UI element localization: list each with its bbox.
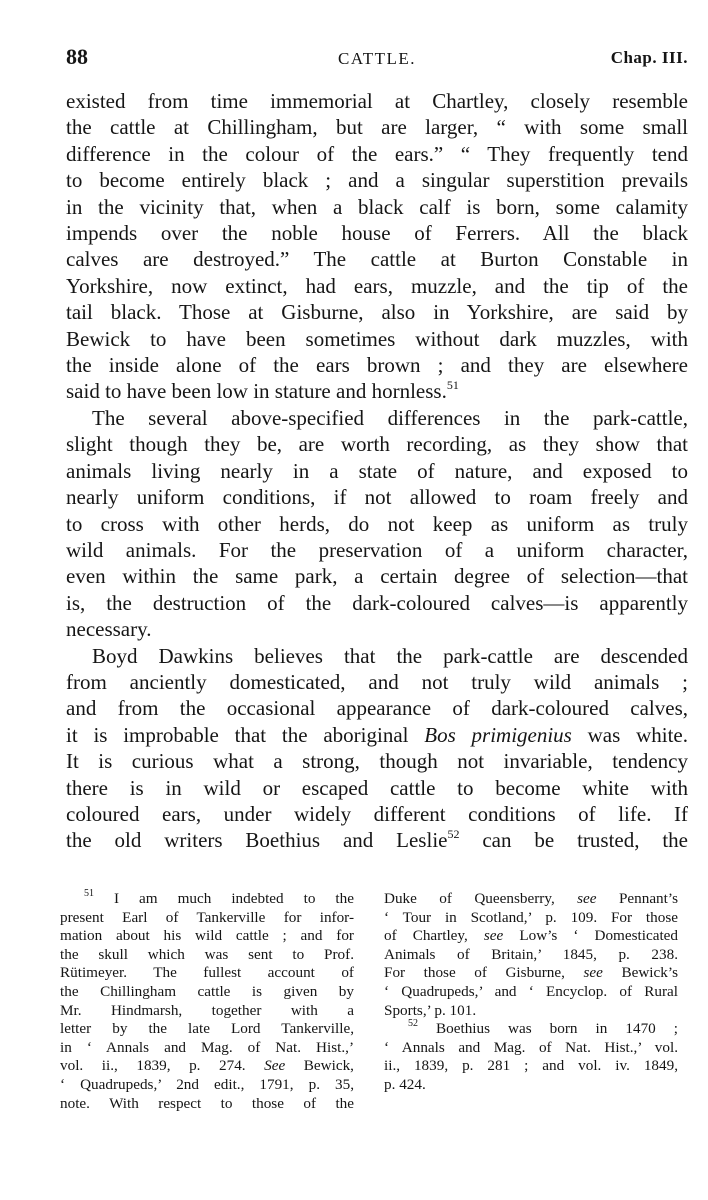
line-text: coloured ears, under widely different conditions of life. If bbox=[66, 801, 688, 826]
line-text: to become entirely black ; and a singular superstition prevails bbox=[66, 168, 688, 193]
text-line bbox=[66, 88, 688, 114]
footnote-line bbox=[60, 983, 354, 1002]
footnote-line bbox=[60, 946, 354, 965]
line-text-after: Bewick, bbox=[285, 1057, 354, 1075]
text-line bbox=[66, 827, 688, 853]
text-line bbox=[66, 246, 688, 272]
text-line bbox=[66, 405, 688, 431]
footnote-line bbox=[384, 983, 678, 1002]
line-text: slight though they be, are worth recording, as they show that bbox=[66, 432, 688, 457]
line-text: note. With respect to those of the bbox=[60, 1094, 354, 1112]
text-line bbox=[66, 114, 688, 140]
line-text: Rütimeyer. The fullest account of bbox=[60, 964, 354, 982]
text-line bbox=[66, 590, 688, 616]
line-text: of Chartley, bbox=[384, 927, 484, 945]
line-text: vol. ii., 1839, p. 274. bbox=[60, 1057, 265, 1075]
line-text: wild animals. For the preservation of a uniform character, bbox=[66, 537, 688, 562]
line-text: there is in wild or escaped cattle to become white with bbox=[66, 775, 688, 800]
italic-text: see bbox=[483, 927, 504, 945]
line-text: existed from time immemorial at Chartley, closely resemble bbox=[66, 89, 688, 113]
chapter-label: Chap. III. bbox=[610, 48, 688, 67]
footnote-line bbox=[60, 1002, 354, 1021]
line-text: For those of Gisburne, bbox=[384, 964, 584, 982]
footnote-line bbox=[60, 1057, 354, 1076]
footnote-line bbox=[384, 964, 678, 983]
line-text: ii., 1839, p. 281 ; and vol. iv. 1849, bbox=[384, 1057, 678, 1075]
text-line bbox=[66, 378, 688, 404]
text-line bbox=[66, 167, 688, 193]
line-text: ‘ Quadrupeds,’ and ‘ Encyclop. of Rural bbox=[384, 982, 678, 1000]
footnote-line bbox=[384, 1076, 678, 1095]
line-text: the cattle at Chillingham, but are larger, “ with some small bbox=[66, 115, 688, 140]
text-line bbox=[66, 326, 688, 352]
text-line bbox=[66, 775, 688, 801]
line-text: it is improbable that the aboriginal bbox=[66, 722, 425, 747]
footnote-line bbox=[384, 1002, 678, 1021]
line-text: nearly uniform conditions, if not allowed to roam freely and bbox=[66, 485, 688, 510]
line-text-after: was white. bbox=[571, 722, 688, 747]
footnote-line bbox=[60, 1039, 354, 1058]
page-number: 88 bbox=[66, 44, 88, 69]
line-text: I am much indebted to the bbox=[94, 890, 354, 907]
line-text: Yorkshire, now extinct, had ears, muzzle, and the tip of the bbox=[66, 273, 688, 298]
text-line bbox=[66, 511, 688, 537]
line-text: the inside alone of the ears brown ; and they are elsewhere bbox=[66, 353, 688, 378]
footnote-reference: 51 bbox=[446, 378, 459, 393]
text-line bbox=[66, 563, 688, 589]
footnote-marker: 51 bbox=[84, 888, 94, 899]
line-text: ‘ Quadrupeds,’ 2nd edit., 1791, p. 35, bbox=[60, 1075, 354, 1093]
line-text: mation about his wild cattle ; and for bbox=[60, 927, 354, 945]
line-text: Duke of Queensberry, bbox=[384, 890, 578, 907]
line-text: present Earl of Tankerville for infor- bbox=[60, 908, 354, 926]
line-text: impends over the noble house of Ferrers. All the black bbox=[66, 221, 688, 246]
line-text: is, the destruction of the dark-coloured calves—is apparently bbox=[66, 590, 688, 615]
line-text: ‘ Annals and Mag. of Nat. Hist.,’ vol. bbox=[384, 1038, 678, 1056]
line-text-after: Pennant’s bbox=[596, 890, 678, 907]
line-text: tail black. Those at Gisburne, also in Yorkshire, are said by bbox=[66, 300, 688, 325]
line-text: in ‘ Annals and Mag. of Nat. Hist.,’ bbox=[60, 1038, 354, 1056]
text-line bbox=[66, 220, 688, 246]
footnotes-left-column bbox=[60, 890, 354, 1113]
line-text: Mr. Hindmarsh, together with a bbox=[60, 1001, 354, 1019]
footnote-line bbox=[384, 1020, 678, 1039]
footnote-line bbox=[384, 927, 678, 946]
text-line bbox=[66, 643, 688, 669]
text-line bbox=[66, 352, 688, 378]
running-title: CATTLE. bbox=[337, 49, 417, 68]
line-text: difference in the colour of the ears.” “ They frequently tend bbox=[66, 141, 688, 166]
footnote-line bbox=[384, 1057, 678, 1076]
page-header bbox=[66, 44, 688, 74]
footnote-line bbox=[60, 890, 354, 909]
text-line bbox=[66, 299, 688, 325]
italic-text: See bbox=[264, 1057, 286, 1075]
line-text: It is curious what a strong, though not invariable, tendency bbox=[66, 749, 688, 774]
line-text: Bewick to have been sometimes without dark muzzles, with bbox=[66, 326, 688, 351]
text-line bbox=[66, 431, 688, 457]
line-text: p. 424. bbox=[384, 1075, 426, 1093]
footnote-line bbox=[60, 1076, 354, 1095]
line-text: necessary. bbox=[66, 617, 152, 642]
footnote-marker: 52 bbox=[408, 1018, 418, 1030]
line-text: Sports,’ p. 101. bbox=[384, 1001, 477, 1019]
line-text: said to have been low in stature and hornless. bbox=[66, 379, 447, 404]
text-line bbox=[66, 141, 688, 167]
line-text: in the vicinity that, when a black calf is born, some calamity bbox=[66, 194, 688, 219]
footnote-line bbox=[384, 909, 678, 928]
footnote-line bbox=[60, 1020, 354, 1039]
line-text: Boethius was born in 1470 ; bbox=[418, 1020, 678, 1038]
footnotes bbox=[60, 890, 688, 1140]
line-text: the old writers Boethius and Leslie bbox=[66, 828, 448, 853]
line-text-after: can be trusted, the bbox=[459, 828, 689, 853]
line-text: from anciently domesticated, and not truly wild animals ; bbox=[66, 669, 688, 694]
text-line bbox=[66, 722, 688, 748]
line-text: Boyd Dawkins believes that the park-cattle are descended bbox=[92, 643, 688, 668]
footnote-line bbox=[384, 1039, 678, 1058]
footnote-line bbox=[60, 1095, 354, 1114]
text-line bbox=[66, 748, 688, 774]
footnote-line bbox=[384, 946, 678, 965]
line-text: calves are destroyed.” The cattle at Burton Constable in bbox=[66, 247, 688, 272]
footnote-line bbox=[60, 964, 354, 983]
footnote-line bbox=[60, 909, 354, 928]
text-line bbox=[66, 484, 688, 510]
line-text: ‘ Tour in Scotland,’ p. 109. For those bbox=[384, 908, 678, 926]
line-text: and from the occasional appearance of dark-coloured calves, bbox=[66, 696, 688, 721]
text-line bbox=[66, 801, 688, 827]
text-line bbox=[66, 695, 688, 721]
body-text bbox=[66, 88, 688, 854]
text-line bbox=[66, 537, 688, 563]
line-text: The several above-specified differences in the park-cattle, bbox=[92, 405, 688, 430]
line-text: the Chillingham cattle is given by bbox=[60, 982, 354, 1000]
footnote-line bbox=[60, 927, 354, 946]
line-text: even within the same park, a certain degree of selection—that bbox=[66, 564, 688, 589]
line-text-after: Low’s ‘ Domesticated bbox=[503, 927, 679, 945]
text-line bbox=[66, 458, 688, 484]
footnote-line bbox=[384, 890, 678, 909]
text-line bbox=[66, 669, 688, 695]
text-line bbox=[66, 194, 688, 220]
line-text: animals living nearly in a state of nature, and exposed to bbox=[66, 458, 688, 483]
line-text: Animals of Britain,’ 1845, p. 238. bbox=[384, 945, 678, 963]
line-text: letter by the late Lord Tankerville, bbox=[60, 1020, 354, 1038]
italic-text: see bbox=[577, 890, 597, 907]
italic-text: see bbox=[583, 964, 603, 982]
footnote-reference: 52 bbox=[447, 827, 460, 842]
text-line bbox=[66, 273, 688, 299]
text-line bbox=[66, 616, 688, 642]
line-text: the skull which was sent to Prof. bbox=[60, 945, 354, 963]
line-text: to cross with other herds, do not keep as uniform as truly bbox=[66, 511, 688, 536]
line-text-after: Bewick’s bbox=[602, 964, 678, 982]
italic-text: Bos primigenius bbox=[424, 722, 572, 747]
footnotes-right-column bbox=[384, 890, 678, 1095]
